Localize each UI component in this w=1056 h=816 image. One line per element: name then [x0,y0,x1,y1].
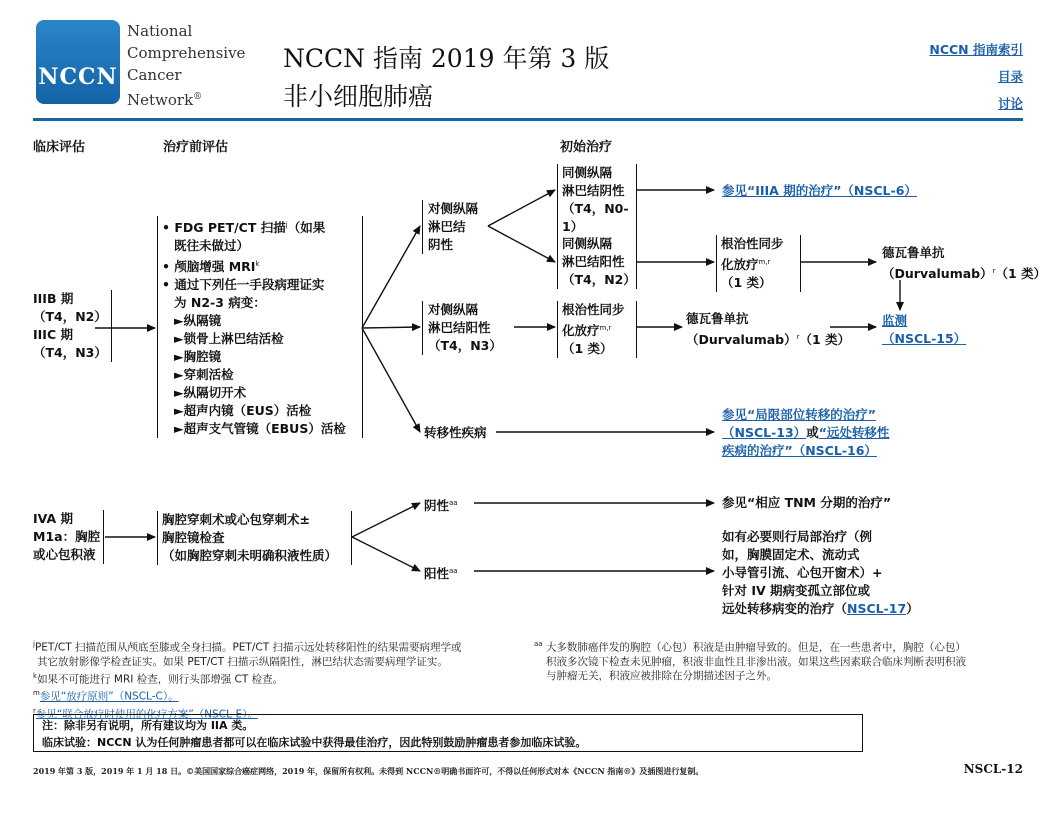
column-pretreatment: 治疗前评估 [163,140,229,155]
stage-line: M1a：胸腔 [33,529,101,544]
stage-line: IIIB 期 [33,291,74,306]
column-initial-treatment: 初始治疗 [560,140,613,155]
footnotes-left: $^j$PET/CT 扫描范围从颅底至膝或全身扫描。PET/CT 扫描示远处转移阳性的结果需要病理学或 其它放射影像学检查证实。如果 PET/CT 扫描示纵隔阳性，淋巴结状态需要病理学证实。 $^k$如果不可能进行 MRI 检查，则行头部增强 CT 检查。 $^m$参见“放疗原则”（NSCL-C）。 $^r$参见“联合放疗时使用的化疗方案”（NSCL-E）。 [33,640,462,720]
pretreat-subitem: ►锁骨上淋巴结活检 [174,331,284,347]
page-number: NSCL-12 [963,762,1023,776]
nscl-17-link[interactable]: NSCL-17 [847,601,907,616]
negative-label: 阴性$^{aa}$ [424,498,458,514]
discussion-link[interactable]: 讨论 [997,96,1023,111]
effusion-line: 胸腔穿刺术或心包穿刺术± [162,512,310,527]
stage-line: IVA 期 [33,511,74,526]
pretreat-item: • FDG PET/CT 扫描$^j$（如果 [162,220,326,236]
guidelines-index-link[interactable]: NCCN 指南索引 [929,42,1023,57]
durvalumab-top: 德瓦鲁单抗 （Durvalumab）$^r$（1 类） [882,245,1047,282]
pretreat-subitem: ►胸腔镜 [174,349,222,365]
column-clinical: 临床评估 [33,140,86,155]
copyright-footer: 2019 年第 3 版，2019 年 1 月 18 日。©美国国家综合癌症网络，2019 年，保留所有权利。未得到 NCCN®明确书面许可，不得以任何形式对本《NCCN 指南®》及插图进行复制。 [33,766,704,776]
durvalumab-mid: 德瓦鲁单抗 （Durvalumab）$^r$（1 类） [686,311,851,348]
pretreat-subitem: ►穿刺活检 [174,367,234,383]
pretreat-subitem: ►纵隔切开术 [174,385,247,401]
metastatic-disease-label: 转移性疾病 [424,425,487,440]
pretreatment-box [157,216,363,438]
registered-mark: ® [193,92,203,102]
footnotes-right: $^{aa}$ 大多数肺癌伴发的胸腔（心包）积液是由肿瘤导致的。但是，在一些患者中，胸腔（心包） 积液多次镜下检查未见肿瘤，积液非血性且非渗出液。如果这些因素联合临床判断表明积液 与肿瘤无关，积液应被排除在分期描述因子之外。 [534,640,966,682]
pretreat-item: • 颅脑增强 MRI$^k$ [162,259,260,275]
ipsilateral-positive-box: 同侧纵隔 淋巴结阳性 （T4，N2） [557,235,637,289]
stage-line: IIIC 期 [33,327,73,342]
pretreat-subitem: ►超声支气管镜（EBUS）活检 [174,421,346,437]
pretreat-subitem: ►超声内镜（EUS）活检 [174,403,312,419]
metastatic-treatment-links[interactable]: 参见“局限部位转移的治疗” （NSCL-13）或“远处转移性 疾病的治疗”（NSCL-16） [722,407,890,458]
effusion-line: 胸腔镜检查 [162,530,225,545]
chemoradiation-box-lower: 根治性同步 化放疗$^{m,r}$ （1 类） [557,301,637,358]
title-line-1: NCCN 指南 2019 年第 3 版 [283,44,610,73]
org-line: Network® [127,91,203,109]
stage-iv-box [33,510,104,564]
org-line: Cancer [127,66,182,84]
see-stage-iiia-link[interactable]: 参见“IIIA 期的治疗”（NSCL-6） [722,183,917,198]
stage-line: （T4，N2） [33,309,107,324]
stage-line: （T4，N3） [33,345,107,360]
org-line: National [127,22,193,40]
note-line: 临床试验：NCCN 认为任何肿瘤患者都可以在临床试验中获得最佳治疗，因此特别鼓励肿瘤患者参加临床试验。 [42,736,587,749]
note-box [33,714,863,752]
chemo-regimens-link[interactable]: 参见“联合放疗时使用的化疗方案”（NSCL-E）。 [35,708,258,720]
positive-label: 阳性$^{aa}$ [424,566,458,582]
effusion-evaluation-box [157,511,352,565]
radiation-principles-link[interactable]: 参见“放疗原则”（NSCL-C）。 [39,690,179,703]
title-line-2: 非小细胞肺癌 [283,82,434,111]
pretreat-subitem: ►纵隔镜 [174,313,222,329]
pretreat-item: • 通过下列任一手段病理证实 [162,277,325,293]
effusion-line: （如胸腔穿刺未明确积液性质） [162,548,338,563]
pretreat-item-cont: 为 N2-3 病变： [174,295,266,311]
note-line: 注：除非另有说明，所有建议均为 IIA 类。 [42,719,254,732]
logo-text: NCCN [38,64,118,90]
contralateral-positive-box: 对侧纵隔 淋巴结阳性 （T4，N3） [422,301,516,355]
contralateral-negative-box: 对侧纵隔 淋巴结 阴性 [422,200,490,254]
pretreat-item-cont: 既往未做过） [174,238,250,254]
table-of-contents-link[interactable]: 目录 [997,69,1023,84]
chemoradiation-box-upper: 根治性同步 化放疗$^{m,r}$ （1 类） [716,235,801,292]
positive-treatment-text: 如有必要则行局部治疗（例 如，胸膜固定术、流动式 小导管引流、心包开窗术）+ 针对 IV 期病变孤立部位或 远处转移病变的治疗（NSCL-17） [722,529,919,616]
stage-iii-box [33,290,112,362]
ipsilateral-negative-box: 同侧纵隔 淋巴结阴性 （T4，N0-1） [557,164,637,236]
stage-line: 或心包积液 [33,547,96,562]
org-line: Comprehensive [127,44,246,62]
see-tnm-treatment: 参见“相应 TNM 分期的治疗” [722,495,892,510]
surveillance-link[interactable]: 监测 （NSCL-15） [882,313,967,346]
